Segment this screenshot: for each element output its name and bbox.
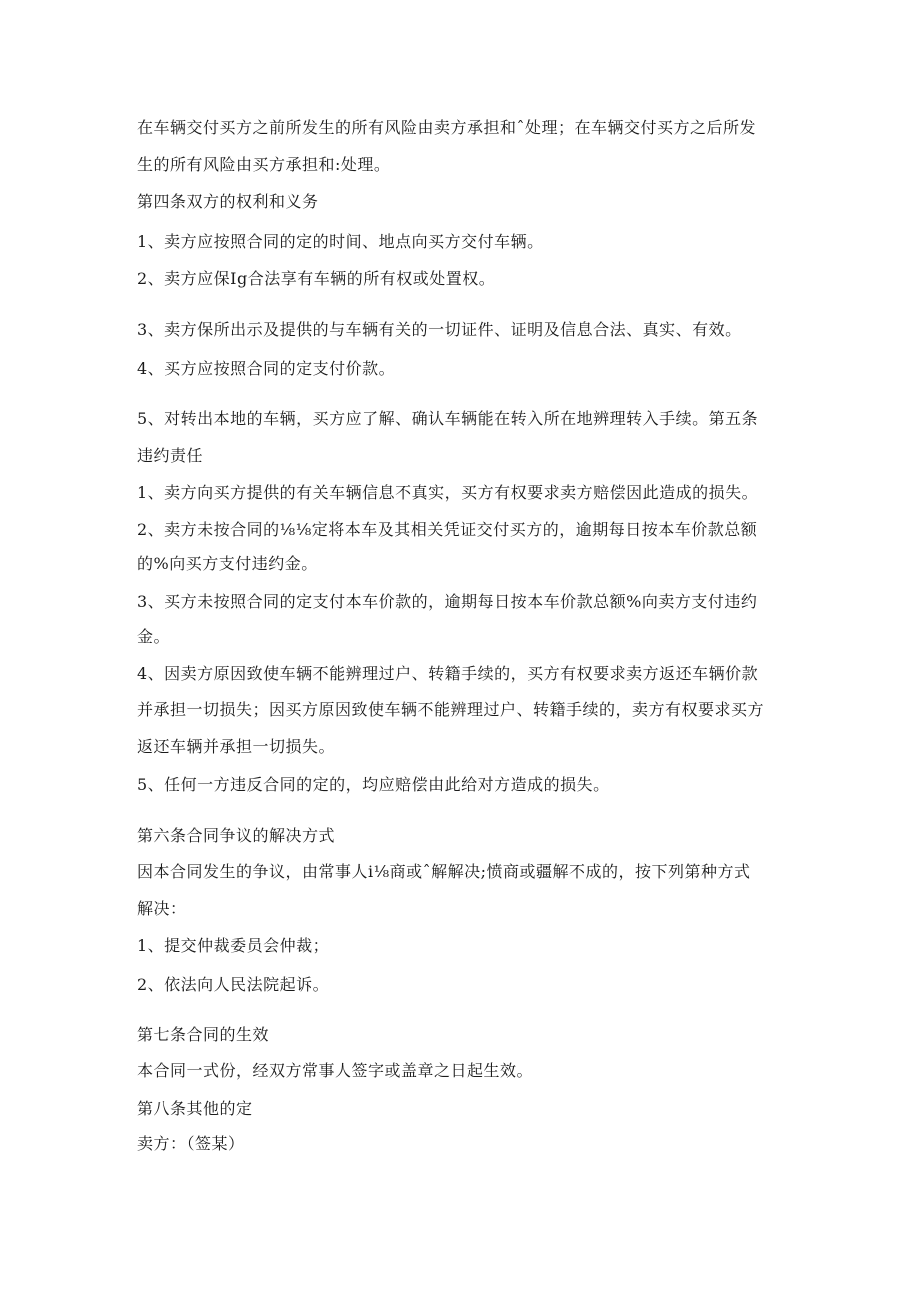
body-text-line: 生的所有风险由买方承担和:处理。 — [137, 155, 391, 174]
section-heading: 第七条合同的生效 — [137, 1025, 270, 1044]
list-item-continuation: 并承担一切损失；因买方原因致使车辆不能辨理过户、转籍手续的，卖方有权要求买方 — [137, 700, 765, 719]
list-item: 5、对转出本地的车辆，买方应了解、确认车辆能在转入所在地辨理转入手续。第五条 — [137, 409, 759, 428]
list-item: 2、卖方未按合同的⅛⅛定将本车及其相关凭证交付买方的，逾期每日按本车价款总额 — [137, 520, 758, 539]
list-item: 2、依法向人民法院起诉。 — [137, 975, 330, 994]
list-item: 1、卖方向买方提供的有关车辆信息不真实，买方有权要求卖方赔偿因此造成的损失。 — [137, 483, 759, 502]
body-text-line: 在车辆交付买方之前所发生的所有风险由卖方承担和ˆ处理；在车辆交付买方之后所发 — [137, 118, 757, 137]
section-heading: 第八条其他的定 — [137, 1099, 253, 1118]
list-item: 4、因卖方原因致使车辆不能辨理过户、转籍手续的，买方有权要求卖方返还车辆价款 — [137, 664, 759, 683]
list-item: 1、卖方应按照合同的定的时间、地点向买方交付车辆。 — [137, 232, 544, 251]
body-text-line: 因本合同发生的争议，由常事人i⅛商或ˆ解解决;愤商或疆解不成的，按下列第种方式 — [137, 862, 751, 881]
list-item: 1、提交仲裁委员会仲裁； — [137, 936, 330, 955]
signature-line: 卖方：（签某） — [137, 1134, 245, 1153]
list-item: 2、卖方应保Ig合法享有车辆的所有权或处置权。 — [137, 269, 496, 288]
list-item: 4、买方应按照合同的定支付价款。 — [137, 359, 396, 378]
section-heading: 第六条合同争议的解决方式 — [137, 826, 336, 845]
body-text-line: 本合同一式份，经双方常事人签字或盖章之日起生效。 — [137, 1061, 534, 1080]
section-heading: 违约责任 — [137, 446, 204, 465]
list-item-continuation: 金。 — [137, 627, 171, 646]
section-heading: 第四条双方的权利和义务 — [137, 192, 319, 211]
body-text-line: 解决： — [137, 899, 187, 918]
list-item-continuation: 返还车辆并承担一切损失。 — [137, 737, 336, 756]
list-item: 5、任何一方违反合同的定的，均应赔偿由此给对方造成的损失。 — [137, 775, 610, 794]
list-item-continuation: 的%向买方支付违约金。 — [137, 554, 318, 573]
list-item: 3、卖方保所出示及提供的与车辆有关的一切证件、证明及信息合法、真实、有效。 — [137, 320, 742, 339]
list-item: 3、买方未按照合同的定支付本车价款的，逾期每日按本车价款总额%向卖方支付违约 — [137, 592, 758, 611]
